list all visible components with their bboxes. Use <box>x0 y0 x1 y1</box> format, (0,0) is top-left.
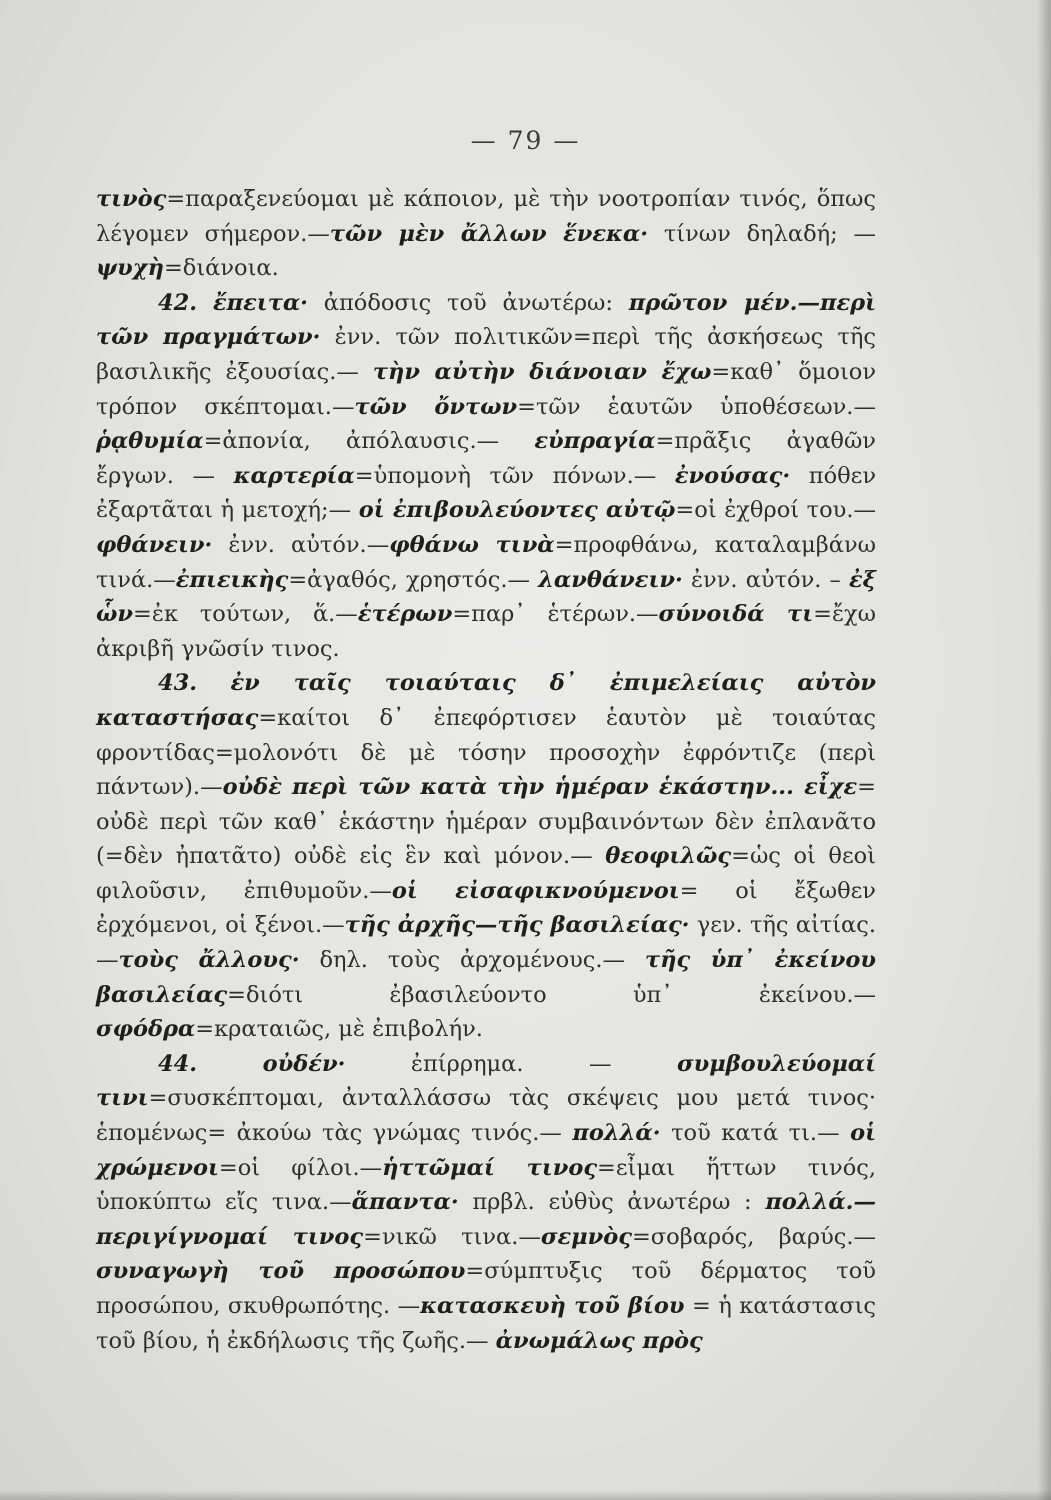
gloss-text: =ἀπονία, ἀπόλαυσις.— <box>203 428 535 455</box>
gloss-text: ἀπόδοσις τοῦ ἀνωτέρω: <box>307 289 629 316</box>
gloss-text: =πρᾶξις ἀγαθῶν ἔργων. — <box>96 428 876 489</box>
lemma-term: τῆς ἀρχῆς—τῆς βασιλείας· <box>344 912 690 939</box>
gloss-text: =σύμπτυξις τοῦ δέρματος τοῦ προσώπου, σκυθρωπότης. — <box>96 1258 876 1319</box>
lemma-term: ἡττῶμαί τινος <box>382 1154 598 1181</box>
lemma-term: λανθάνειν· <box>538 566 683 593</box>
gloss-text: ἐπίρρημα. — <box>345 1050 678 1077</box>
lemma-term: οἱ χρώμενοι <box>96 1120 876 1181</box>
lemma-term: φθάνειν· <box>96 531 213 558</box>
gloss-text: =οἱ ἐχθροί του.— <box>675 497 876 524</box>
lemma-term: ἀνωμάλως πρὸς <box>495 1327 703 1354</box>
lemma-term: πρῶτον μέν.—περὶ τῶν πραγμάτων· <box>96 289 876 351</box>
lemma-term: τῶν μὲν ἄλλων ἕνεκα· <box>329 220 649 247</box>
gloss-text: = ἡ κατάστασις τοῦ βίου, ἡ ἐκδήλωσις τῆς ζωῆς.— <box>96 1293 876 1354</box>
lemma-term: ἐπιεικὴς <box>175 566 289 593</box>
paragraph <box>96 182 876 286</box>
gloss-text: ἐνν. αὐτόν. – <box>682 566 849 593</box>
lemma-term: τινὸς <box>96 186 167 212</box>
gloss-text: =παρ᾽ ἑτέρων.— <box>452 601 659 628</box>
page-bottom-shadow <box>0 1490 1051 1500</box>
gloss-text: γεν. τῆς αἰτίας.— <box>96 912 876 974</box>
lemma-term: εὐπραγία <box>534 428 656 455</box>
gloss-text: =παραξενεύομαι μὲ κάποιον, μὲ τὴν νοοτροπίαν τινός, ὅπως λέγομεν σήμερον.— <box>96 186 876 247</box>
paragraph <box>96 1047 876 1358</box>
lemma-term: οἱ ἐπιβουλεύοντες αὐτῷ <box>358 497 676 524</box>
gloss-text: ἐνν. αὐτόν.— <box>212 531 390 558</box>
lemma-term: συμβουλεύομαί τινι <box>96 1050 877 1112</box>
gloss-text: = οὐδὲ περὶ τῶν καθ᾽ ἑκάστην ἡμέραν συμβαινόντων δὲν ἐπλανᾶτο (=δὲν ἠπατᾶτο) οὐδὲ εἰς ἓν καὶ μόνον.— <box>96 774 876 870</box>
lemma-term: ἔπειτα· <box>212 289 308 316</box>
lemma-term: πολλά· <box>572 1120 661 1147</box>
commentary-text <box>96 182 876 1358</box>
paragraph <box>96 666 876 1047</box>
gloss-text: =συσκέπτομαι, ἀνταλλάσσω τὰς σκέψεις μου μετά τινος· ἑπομένως= ἀκούω τὰς γνώμας τινός.— <box>96 1085 876 1147</box>
lemma-term: τῆς ὑπ᾽ ἐκείνου βασιλείας <box>96 947 876 1008</box>
lemma-term: ἑτέρων <box>357 601 453 628</box>
page-edge-shadow <box>1037 0 1051 1500</box>
page-number: — 79 — <box>470 126 581 155</box>
lemma-term: τὴν αὐτὴν διάνοιαν ἔχω <box>372 358 712 385</box>
gloss-text: =οἱ φίλοι.— <box>218 1154 383 1181</box>
lemma-term: ἐξ ὧν <box>96 566 876 628</box>
paragraph-number: 44. <box>158 1050 198 1077</box>
gloss-text: =σοβαρός, βαρύς.— <box>631 1223 877 1250</box>
gloss-text: =ὑπομονὴ τῶν πόνων.— <box>354 462 675 489</box>
lemma-term: ἐν ταῖς τοιαύταις δ᾽ ἐπιμελείαις αὐτὸν καταστήσας <box>96 670 876 731</box>
lemma-term: οὐδὲ περὶ τῶν κατὰ τὴν ἡμέραν ἑκάστην... εἶχε <box>222 774 858 801</box>
lemma-term: οὐδέν· <box>262 1050 346 1077</box>
gloss-text: =ἐκ τούτων, ἅ.— <box>133 601 358 628</box>
lemma-term: πολλά.—περιγίγνομαί τινος <box>96 1189 877 1250</box>
lemma-term: καρτερία <box>233 462 355 489</box>
paragraph-number: 42. <box>158 289 198 316</box>
lemma-term: φθάνω τινὰ <box>389 531 555 558</box>
gloss-text: δηλ. τοὺς ἀρχομένους.— <box>299 947 645 974</box>
gloss-text: =νικῶ τινα.— <box>363 1223 541 1250</box>
gloss-text: =προφθάνω, καταλαμβάνω τινά.— <box>96 531 876 593</box>
lemma-term: σεμνὸς <box>540 1223 632 1250</box>
lemma-term: τοὺς ἄλλους· <box>118 947 300 974</box>
gloss-text: =διότι ἐβασιλεύοντο ὑπ᾽ ἐκείνου.— <box>227 981 876 1008</box>
gloss-text: =διάνοια. <box>163 255 279 282</box>
gloss-text: =ἔχω ἀκριβῆ γνῶσίν τινος. <box>96 601 877 662</box>
lemma-term: συναγωγὴ τοῦ προσώπου <box>96 1258 466 1285</box>
gloss-text: τίνων δηλαδή; — <box>648 220 876 247</box>
lemma-term: ῥᾳθυμία <box>96 428 204 455</box>
lemma-term: κατασκευὴ τοῦ βίου <box>420 1293 685 1319</box>
gloss-text: =εἶμαι ἥττων τινός, ὑποκύπτω εἴς τινα.— <box>96 1154 876 1216</box>
gloss-text: =καθ᾽ ὅμοιον τρόπον σκέπτομαι.— <box>96 358 877 420</box>
gloss-text: πόθεν ἐξαρτᾶται ἡ μετοχή;— <box>96 462 877 524</box>
gloss-text: =ἀγαθός, χρηστός.— <box>288 566 539 593</box>
gloss-text: πρβλ. εὐθὺς ἀνωτέρω : <box>458 1189 766 1216</box>
gloss-text: =κραταιῶς, μὲ ἐπιβολήν. <box>195 1016 483 1043</box>
paragraph-number: 43. <box>158 670 198 697</box>
lemma-term: ἅπαντα· <box>351 1189 459 1216</box>
gloss-text: =ὡς οἱ θεοὶ φιλοῦσιν, ἐπιθυμοῦν.— <box>96 843 876 904</box>
lemma-term: ψυχὴ <box>96 255 164 282</box>
gloss-text: =τῶν ἑαυτῶν ὑποθέσεων.— <box>517 393 876 420</box>
gloss-text: = οἱ ἔξωθεν ἐρχόμενοι, οἱ ξένοι.— <box>96 877 876 939</box>
gloss-text: τοῦ κατά τι.— <box>660 1120 851 1147</box>
lemma-term: τῶν ὄντων <box>354 393 518 420</box>
lemma-term: οἱ εἰσαφικνούμενοι <box>391 877 680 904</box>
gloss-text: ἐνν. τῶν πολιτικῶν=περὶ τῆς ἀσκήσεως τῆς βασιλικῆς ἐξουσίας.— <box>96 324 876 385</box>
paragraph <box>96 286 876 667</box>
lemma-term: θεοφιλῶς <box>605 843 732 870</box>
lemma-term: ἐνούσας· <box>674 462 791 489</box>
lemma-term: σύνοιδά τι <box>658 601 814 628</box>
gloss-text: =καίτοι δ᾽ ἐπεφόρτισεν ἑαυτὸν μὲ τοιαύτας φροντίδας=μολονότι δὲ μὲ τόσην προσοχὴν ἐφρόντιζε (περὶ πάντων).— <box>96 704 876 801</box>
lemma-term: σφόδρα <box>96 1016 196 1043</box>
